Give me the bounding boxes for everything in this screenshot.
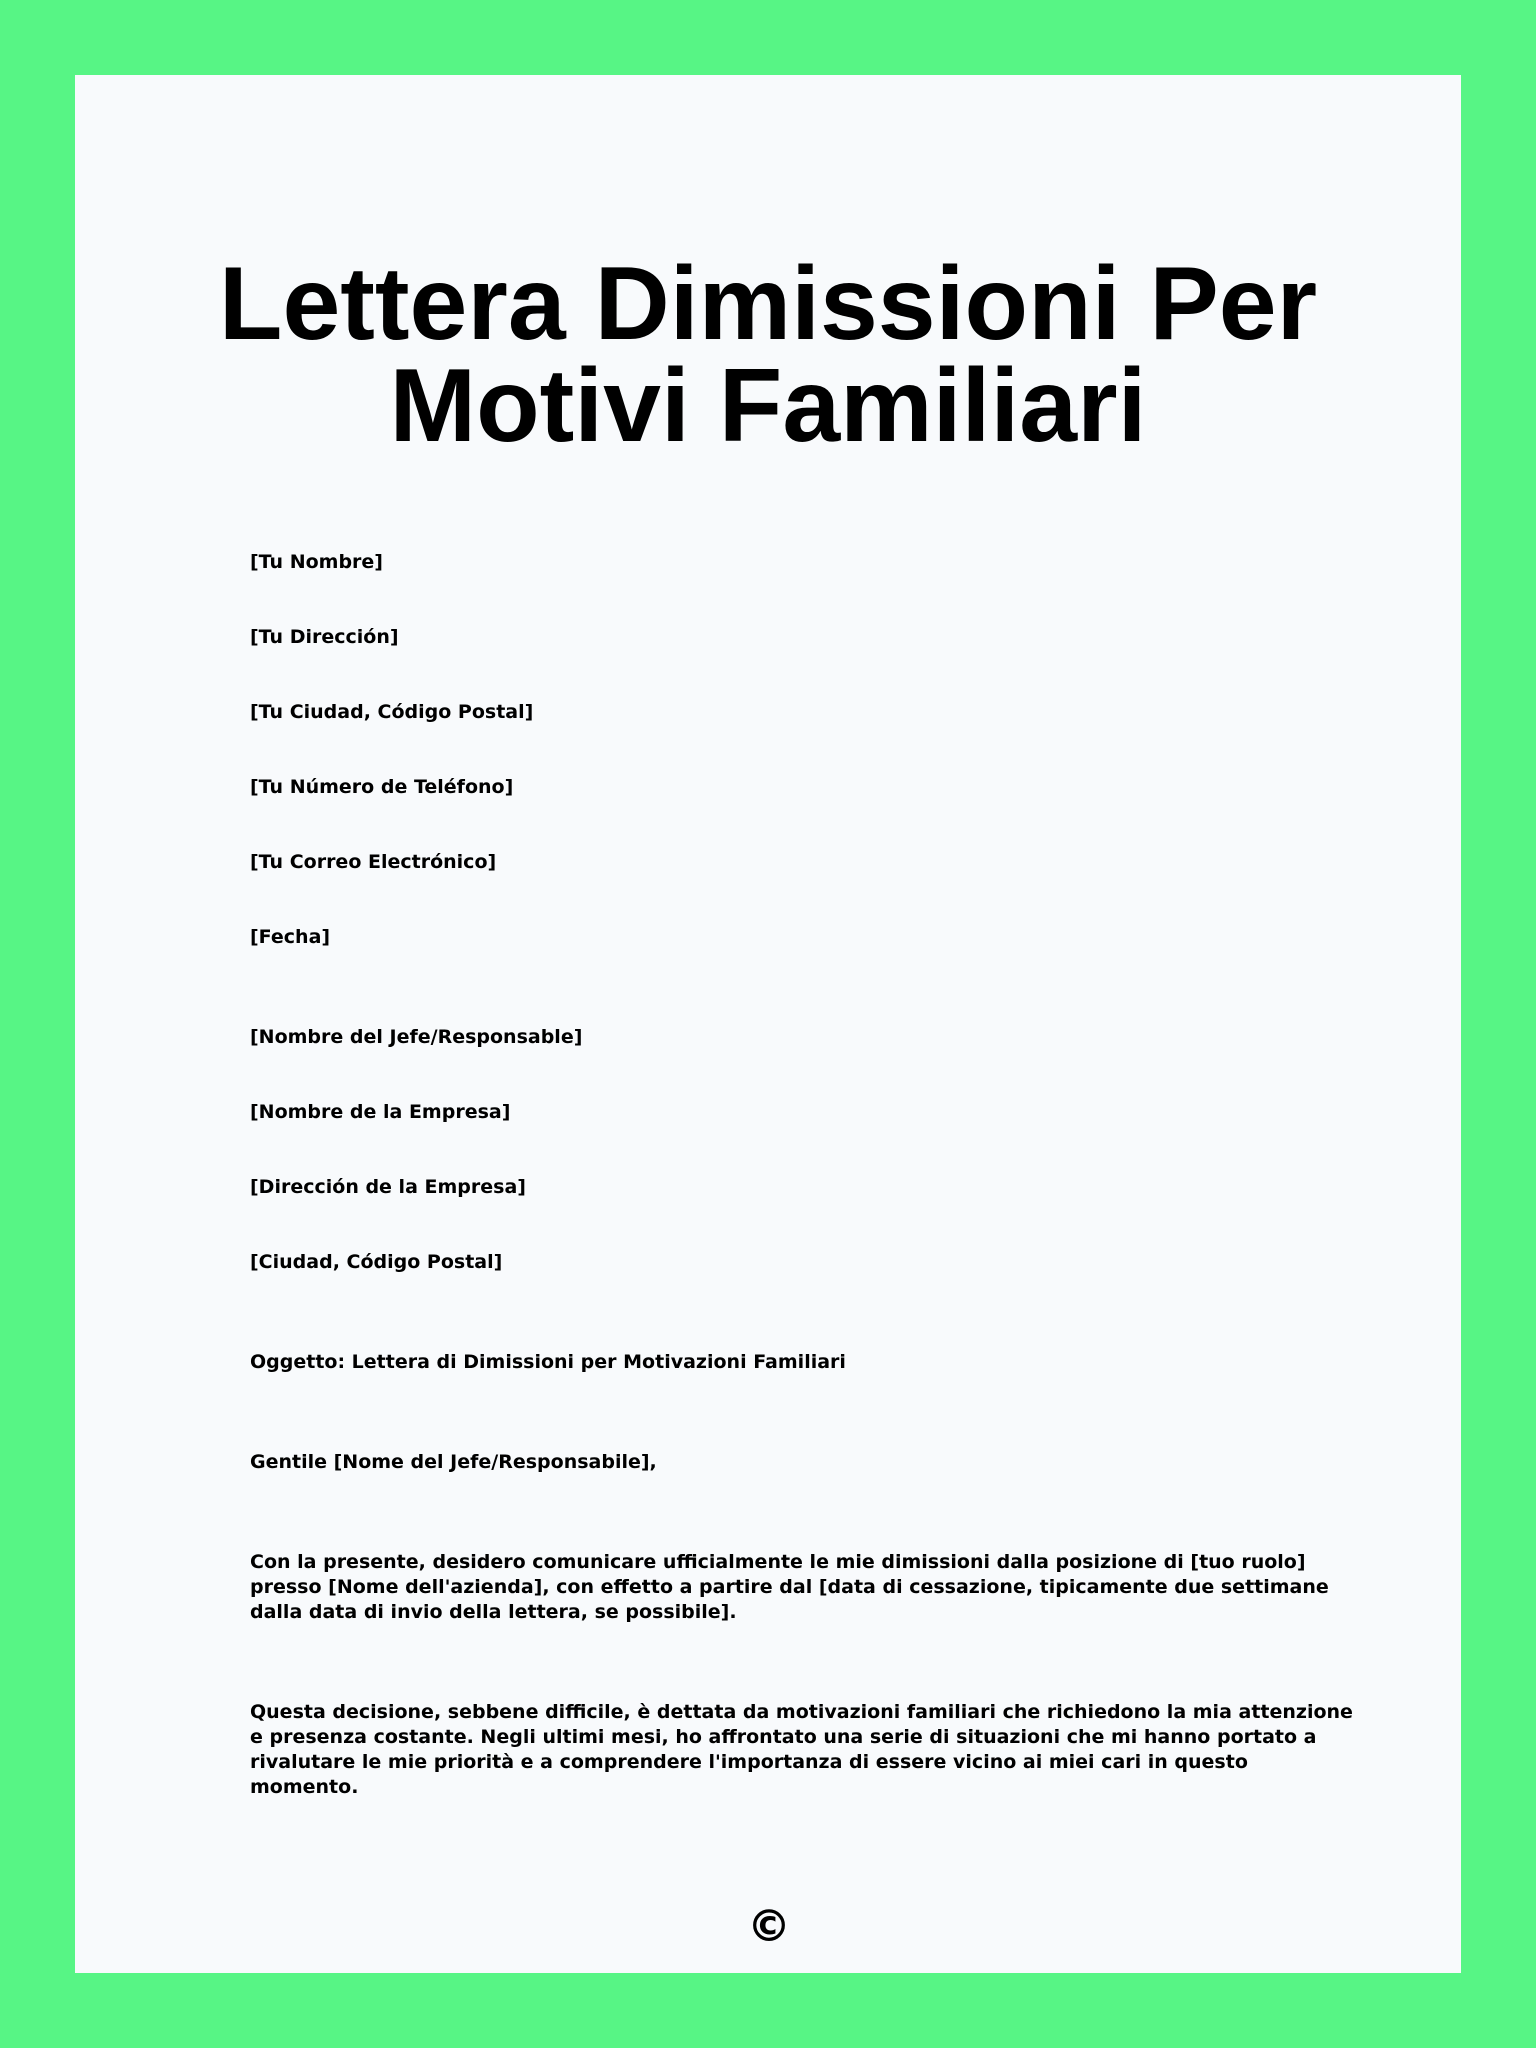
sender-city-postal: [Tu Ciudad, Código Postal] bbox=[250, 701, 534, 723]
copyright-icon: © bbox=[747, 1901, 791, 1952]
company-city-postal: [Ciudad, Código Postal] bbox=[250, 1251, 503, 1273]
document-title: Lettera Dimissioni Per Motivi Familiari bbox=[218, 246, 1318, 464]
sender-address: [Tu Dirección] bbox=[250, 626, 399, 648]
letter-body bbox=[250, 550, 1360, 1875]
sender-email: [Tu Correo Electrónico] bbox=[250, 851, 497, 873]
letter-subject: Oggetto: Lettera di Dimissioni per Motivazioni Familiari bbox=[250, 1351, 846, 1373]
sender-name: [Tu Nombre] bbox=[250, 551, 383, 573]
letter-date: [Fecha] bbox=[250, 926, 331, 948]
company-name: [Nombre de la Empresa] bbox=[250, 1101, 511, 1123]
letter-paragraph: Questa decisione, sebbene difficile, è dettata da motivazioni familiari che richiedono la mia attenzione e presenza costante. Negli ultimi mesi, ho affrontato una serie di situazioni che mi hanno portato a rivalutare le mie priorità e a comprendere l'importanza di essere vicino ai miei cari in questo momento. bbox=[250, 1701, 1353, 1798]
document-page bbox=[75, 75, 1461, 1973]
sender-phone: [Tu Número de Teléfono] bbox=[250, 776, 514, 798]
recipient-block bbox=[250, 1025, 1360, 1275]
sender-block bbox=[250, 550, 1360, 950]
letter-paragraph: Con la presente, desidero comunicare ufficialmente le mie dimissioni dalla posizione di [tuo ruolo] presso [Nome dell'azienda], con effetto a partire dal [data di cessazione, tipicamente due settimane dalla data di invio della lettera, se possibile]. bbox=[250, 1551, 1329, 1623]
letter-greeting: Gentile [Nome del Jefe/Responsabile], bbox=[250, 1451, 657, 1473]
recipient-name: [Nombre del Jefe/Responsable] bbox=[250, 1026, 583, 1048]
company-address: [Dirección de la Empresa] bbox=[250, 1176, 526, 1198]
